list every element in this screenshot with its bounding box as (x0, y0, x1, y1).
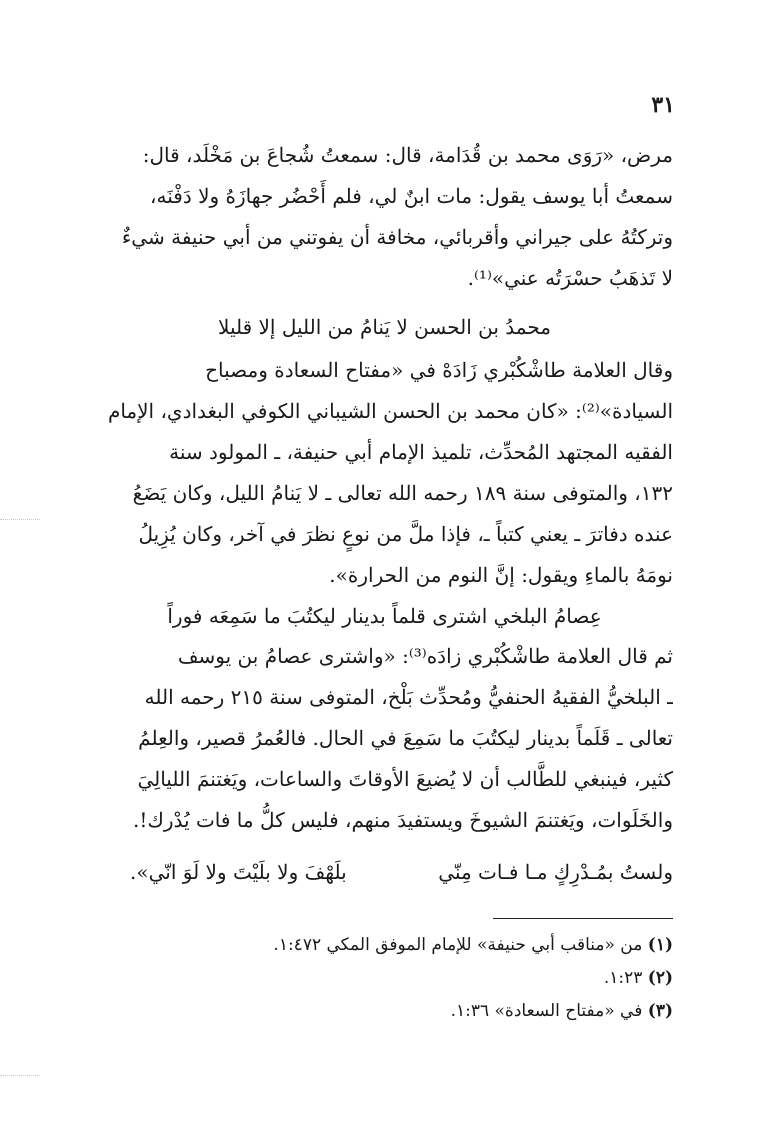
footnote-marker: (٢) (647, 968, 673, 988)
text-line: والخَلَوات، ويَغتنمَ الشيوخَ ويستفيدَ منهم، فليس كلُّ ما فات يُدْرك!. (132, 808, 673, 832)
footnote-marker: (١) (647, 935, 673, 955)
text-line: ١٣٢، والمتوفى سنة ١٨٩ رحمه الله تعالى ـ لا يَنامُ الليل، وكان يَضَعُ (132, 481, 673, 505)
section-heading-2: عِصامُ البلخي اشترى قلماً بدينار ليكتُبَ ما سَمِعَه فوراً (167, 604, 602, 628)
footnote-text: في «مفتاح السعادة» ١:٣٦. (450, 1001, 643, 1021)
verse-first-hemistich: ولستُ بمُـدْرِكٍ مـا فـات مِنّي (438, 860, 673, 884)
text-line: نومَهُ بالماءِ ويقول: إنَّ النوم من الحرارة». (329, 563, 673, 587)
paragraph-2 (91, 350, 673, 596)
text-line: عنده دفاترَ ـ يعني كتباً ـ، فإذا ملَّ من نوعٍ نظرَ في آخر، وكان يُزِيلُ (138, 522, 673, 546)
footnote-text: من «مناقب أبي حنيفة» للإمام الموفق المكي ١:٤٧٢. (273, 935, 643, 955)
text-line: تعالى ـ قَلَماً بدينار ليكتُبَ ما سَمِعَ في الحال. فالعُمرُ قصير، والعِلمُ (138, 726, 673, 750)
section-heading-1: محمدُ بن الحسن لا يَنامُ من الليل إلا قليلا (218, 315, 551, 339)
footnote-3 (91, 996, 673, 1026)
text-line: ثم قال العلامة طاشْكُبْري زادَه⁽³⁾: «واشترى عصامُ بن يوسف (177, 644, 673, 668)
verse-second-hemistich: بلَهْفَ ولا بلَيْتَ ولا لَوَ انّي». (130, 860, 347, 884)
footnote-marker: (٣) (647, 1001, 673, 1021)
text-line: ـ البلخيُّ الفقيهُ الحنفيُّ ومُحدِّث بَلْخ، المتوفى سنة ٢١٥ رحمه الله (144, 685, 673, 709)
footnote-1 (91, 930, 673, 960)
scan-margin-mark (0, 519, 40, 520)
text-line: وتركتُهُ على جيراني وأقربائي، مخافة أن يفوتني من أبي حنيفة شيءٌ (121, 225, 673, 249)
text-line: وقال العلامة طاشْكُبْري زَادَهْ في «مفتاح السعادة ومصباح (205, 358, 673, 382)
text-line: سمعتُ أبا يوسف يقول: مات ابنٌ لي، فلم أَحْضُر جهازَهُ ولا دَفْنَه، (150, 184, 673, 208)
text-line: الفقيه المجتهد المُحدِّث، تلميذ الإمام أبي حنيفة، ـ المولود سنة (169, 440, 673, 464)
text-line: لا تَذهَبُ حسْرَتُه عني»⁽¹⁾. (467, 266, 673, 290)
footnote-2 (91, 963, 673, 993)
text-line: السيادة»⁽²⁾: «كان محمد بن الحسن الشيباني الكوفي البغدادي، الإمام (107, 399, 673, 423)
footnote-text: ١:٢٣. (603, 968, 643, 988)
paragraph-1 (91, 135, 673, 299)
text-line: كثير، فينبغي للطَّالب أن لا يُضيعَ الأوقاتَ والساعات، ويَغتنمَ الليالِيَ (137, 767, 673, 791)
footnote-divider (493, 918, 673, 919)
page-number: ٣١ (651, 92, 675, 118)
text-line: مرض، «رَوَى محمد بن قُدَامة، قال: سمعتُ شُجاعَ بن مَخْلَد، قال: (142, 143, 673, 167)
scan-margin-mark (0, 1075, 40, 1076)
paragraph-3 (91, 636, 673, 841)
